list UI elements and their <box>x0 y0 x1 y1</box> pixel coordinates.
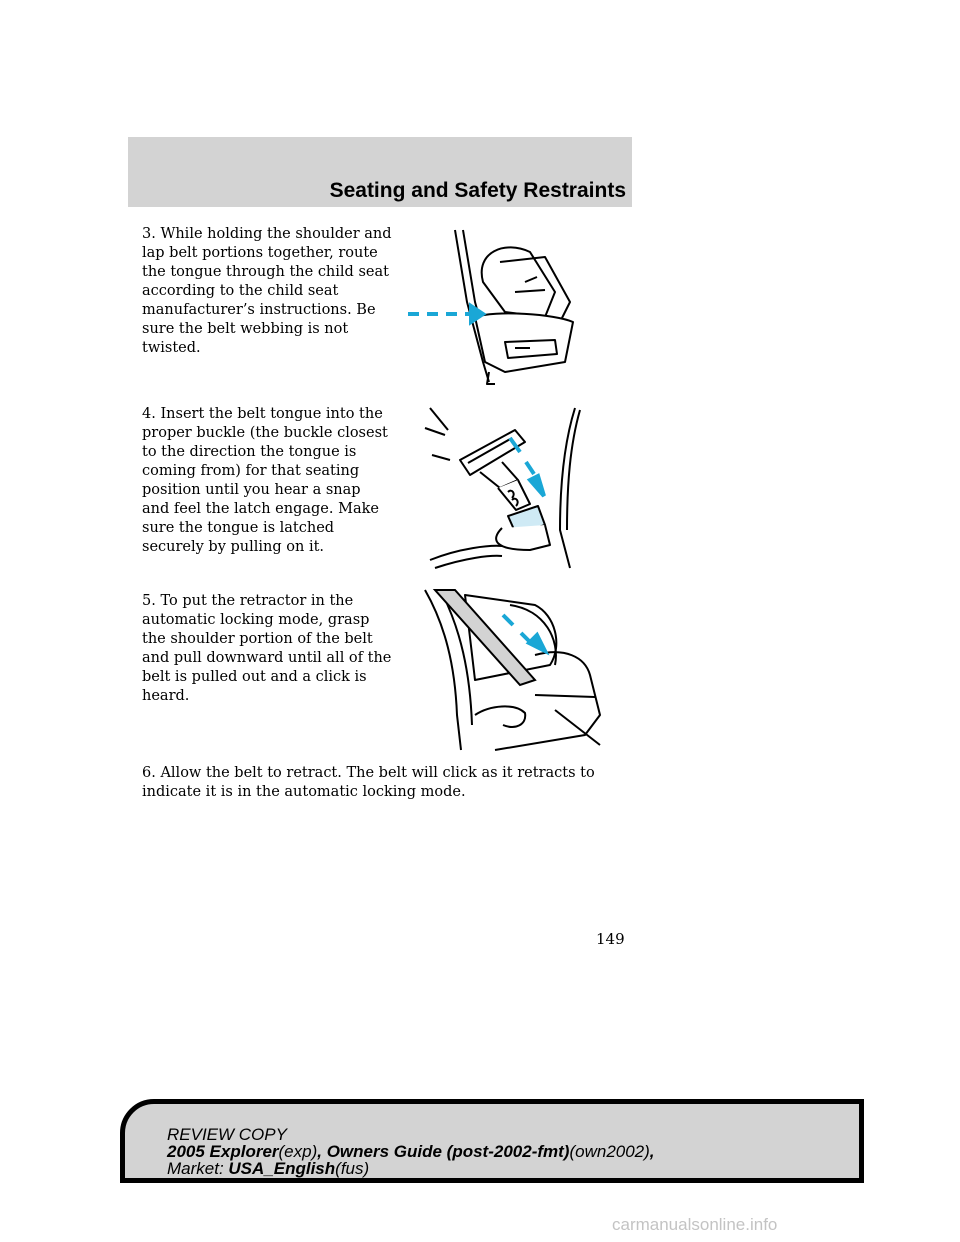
step-6-text: 6. Allow the belt to retract. The belt will click as it retracts to indicate it is in the automatic locking mode. <box>142 765 595 800</box>
footer-document-line: 2005 Explorer(exp), Owners Guide (post-2002-fmt)(own2002), <box>167 1142 655 1161</box>
footer-review-label: REVIEW COPY <box>167 1125 287 1144</box>
step-4-text: 4. Insert the belt tongue into the proper buckle (the buckle closest to the direction the tongue is coming from) for that seating position until you hear a snap and feel the latch engage. Make sure the tongue is latched securely by pulling on it. <box>142 406 388 555</box>
retractor-pull-illustration <box>415 585 605 755</box>
step-3-text: 3. While holding the shoulder and lap belt portions together, route the tongue through the child seat according to the child seat manufacturer’s instructions. Be sure the belt webbing is not twisted. <box>142 226 392 356</box>
section-title: Seating and Safety Restraints <box>329 179 626 202</box>
footer-text <box>167 1126 655 1177</box>
step-5-text: 5. To put the retractor in the automatic locking mode, grasp the shoulder portion of the belt and pull downward until all of the belt is pulled out and a click is heard. <box>142 593 392 704</box>
child-seat-belt-illustration <box>405 222 585 390</box>
page-number: 149 <box>596 930 625 948</box>
buckle-insert-illustration <box>420 400 590 570</box>
watermark: carmanualsonline.info <box>612 1215 778 1234</box>
footer-market-line: Market: USA_English(fus) <box>167 1159 370 1178</box>
section-header <box>128 137 632 207</box>
review-copy-footer <box>120 1099 864 1183</box>
